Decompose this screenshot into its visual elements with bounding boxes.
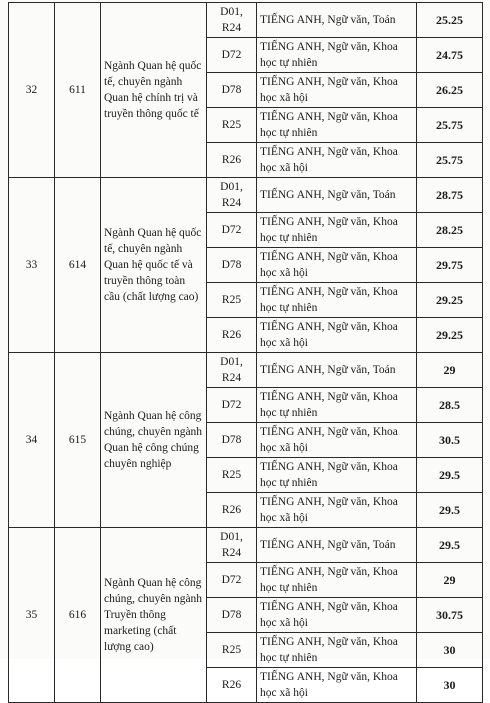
cutoff-score: 30.75 [417,598,483,633]
combination-subjects: TIẾNG ANH, Ngữ văn, Khoa học tự nhiên [257,108,417,143]
cutoff-score: 29 [417,563,483,598]
row-number: 34 [9,353,55,528]
cutoff-score: 25.25 [417,3,483,38]
combination-subjects: TIẾNG ANH, Ngữ văn, Toán [257,528,417,563]
combination-code: D72 [207,213,257,248]
major-name: Ngành Quan hệ công chúng, chuyên ngành Quan hệ công chúng chuyên nghiệp [101,353,207,528]
cutoff-score: 29.75 [417,248,483,283]
combination-code: R26 [207,143,257,178]
cutoff-score: 29.5 [417,458,483,493]
cutoff-score: 24.75 [417,38,483,73]
combination-code: R25 [207,633,257,668]
combination-subjects: TIẾNG ANH, Ngữ văn, Toán [257,353,417,388]
combination-subjects: TIẾNG ANH, Ngữ văn, Khoa học xã hội [257,668,417,703]
cutoff-score: 29 [417,353,483,388]
combination-code: R26 [207,668,257,703]
combination-subjects: TIẾNG ANH, Ngữ văn, Toán [257,3,417,38]
combination-subjects: TIẾNG ANH, Ngữ văn, Khoa học tự nhiên [257,213,417,248]
combination-code: D01, R24 [207,3,257,38]
cutoff-score: 29.25 [417,318,483,353]
major-name: Ngành Quan hệ công chúng, chuyên ngành Truyền thông marketing (chất lượng cao) [101,528,207,703]
cutoff-score: 30 [417,668,483,703]
combination-subjects: TIẾNG ANH, Ngữ văn, Khoa học xã hội [257,318,417,353]
combination-code: D78 [207,73,257,108]
admission-score-table [8,2,483,703]
combination-subjects: TIẾNG ANH, Ngữ văn, Khoa học xã hội [257,493,417,528]
cutoff-score: 29.5 [417,528,483,563]
combination-code: D72 [207,38,257,73]
major-name: Ngành Quan hệ quốc tế, chuyên ngành Quan hệ quốc tế và truyền thông toàn cầu (chất lượng cao) [101,178,207,353]
table-row [9,178,483,213]
cutoff-score: 29.5 [417,493,483,528]
major-code: 615 [55,353,101,528]
combination-code: R25 [207,108,257,143]
combination-code: D01, R24 [207,528,257,563]
combination-code: R25 [207,458,257,493]
combination-subjects: TIẾNG ANH, Ngữ văn, Khoa học tự nhiên [257,458,417,493]
combination-code: D72 [207,563,257,598]
combination-code: D78 [207,423,257,458]
table-row [9,353,483,388]
cutoff-score: 28.75 [417,178,483,213]
combination-code: R26 [207,493,257,528]
table-row [9,3,483,38]
row-number: 32 [9,3,55,178]
combination-subjects: TIẾNG ANH, Ngữ văn, Khoa học xã hội [257,423,417,458]
combination-subjects: TIẾNG ANH, Ngữ văn, Khoa học tự nhiên [257,563,417,598]
combination-subjects: TIẾNG ANH, Ngữ văn, Khoa học tự nhiên [257,283,417,318]
combination-subjects: TIẾNG ANH, Ngữ văn, Khoa học xã hội [257,143,417,178]
cutoff-score: 30 [417,633,483,668]
cutoff-score: 30.5 [417,423,483,458]
major-code: 616 [55,528,101,703]
table-body [9,3,483,703]
combination-subjects: TIẾNG ANH, Ngữ văn, Toán [257,178,417,213]
combination-subjects: TIẾNG ANH, Ngữ văn, Khoa học xã hội [257,248,417,283]
cutoff-score: 29.25 [417,283,483,318]
combination-subjects: TIẾNG ANH, Ngữ văn, Khoa học tự nhiên [257,38,417,73]
cutoff-score: 26.25 [417,73,483,108]
combination-subjects: TIẾNG ANH, Ngữ văn, Khoa học xã hội [257,598,417,633]
combination-subjects: TIẾNG ANH, Ngữ văn, Khoa học tự nhiên [257,388,417,423]
combination-code: D72 [207,388,257,423]
combination-code: R25 [207,283,257,318]
cutoff-score: 25.75 [417,108,483,143]
cutoff-score: 28.25 [417,213,483,248]
cutoff-score: 25.75 [417,143,483,178]
combination-code: D78 [207,248,257,283]
cutoff-score: 28.5 [417,388,483,423]
major-name: Ngành Quan hệ quốc tế, chuyên ngành Quan hệ chính trị và truyền thông quốc tế [101,3,207,178]
combination-code: D01, R24 [207,353,257,388]
row-number: 33 [9,178,55,353]
table-row [9,528,483,563]
combination-subjects: TIẾNG ANH, Ngữ văn, Khoa học tự nhiên [257,633,417,668]
combination-code: D78 [207,598,257,633]
combination-code: R26 [207,318,257,353]
combination-code: D01, R24 [207,178,257,213]
row-number: 35 [9,528,55,703]
combination-subjects: TIẾNG ANH, Ngữ văn, Khoa học xã hội [257,73,417,108]
major-code: 614 [55,178,101,353]
major-code: 611 [55,3,101,178]
